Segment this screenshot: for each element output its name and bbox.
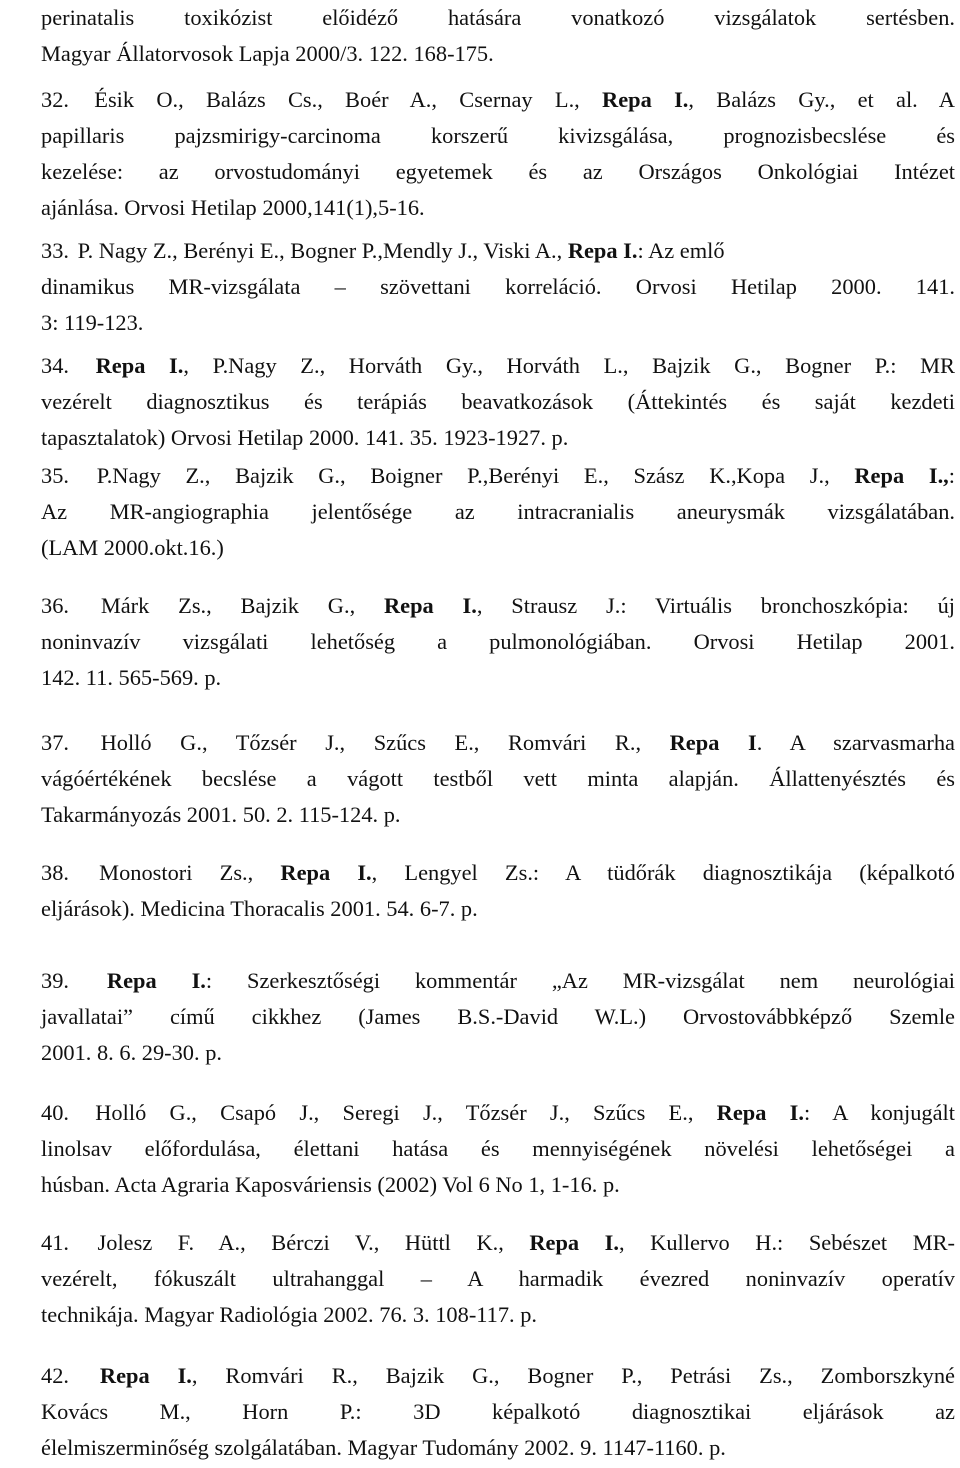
- reference-entry: [41, 725, 955, 833]
- reference-line: [41, 190, 955, 226]
- reference-line: [41, 963, 955, 999]
- reference-number: 33.: [41, 238, 69, 263]
- reference-text: perinatalis toxikózist előidéző hatására vonatkozó vizsgálatok sertésben.: [41, 5, 955, 30]
- reference-entry: [41, 1225, 955, 1333]
- reference-text: Az MR-angiographia jelentősége az intracranialis aneurysmák vizsgálatában.: [41, 499, 955, 524]
- reference-number: 37.: [41, 730, 69, 755]
- reference-entry: [41, 1358, 955, 1466]
- reference-text: linolsav előfordulása, élettani hatása és mennyiségének növelési lehetőségei a: [41, 1136, 955, 1161]
- reference-line: [41, 725, 955, 761]
- reference-text: , Lengyel Zs.: A tüdőrák diagnosztikája (képalkotó: [371, 860, 955, 885]
- reference-line: [41, 761, 955, 797]
- reference-text: Jolesz F. A., Bérczi V., Hüttl K.,: [97, 1230, 530, 1255]
- reference-line: [41, 855, 955, 891]
- reference-number: 38.: [41, 860, 69, 885]
- reference-text: : A konjugált: [804, 1100, 955, 1125]
- reference-number: 40.: [41, 1100, 69, 1125]
- reference-text: , Romvári R., Bajzik G., Bogner P., Petrási Zs., Zomborszkyné: [191, 1363, 955, 1388]
- reference-text: : Szerkesztőségi kommentár „Az MR-vizsgálat nem neurológiai: [205, 968, 955, 993]
- reference-entry: [41, 963, 955, 1071]
- author-highlight: Repa I.: [95, 353, 184, 378]
- reference-line: [41, 1095, 955, 1131]
- reference-text: 2001. 8. 6. 29-30. p.: [41, 1040, 222, 1065]
- reference-entry: [41, 0, 955, 72]
- reference-text: Magyar Állatorvosok Lapja 2000/3. 122. 168-175.: [41, 41, 494, 66]
- reference-line: [41, 624, 955, 660]
- reference-entry: [41, 588, 955, 696]
- reference-line: [41, 305, 955, 341]
- author-highlight: Repa I.: [280, 860, 372, 885]
- reference-text: vágóértékének becslése a vágott testből vett minta alapján. Állattenyésztés és: [41, 766, 955, 791]
- reference-line: [41, 797, 955, 833]
- reference-entry: [41, 348, 955, 456]
- author-highlight: Repa I.: [716, 1100, 804, 1125]
- reference-text: Takarmányozás 2001. 50. 2. 115-124. p.: [41, 802, 401, 827]
- reference-text: 3: 119-123.: [41, 310, 144, 335]
- reference-text: . A szarvasmarha: [756, 730, 955, 755]
- reference-text: élelmiszerminőség szolgálatában. Magyar Tudomány 2002. 9. 1147-1160. p.: [41, 1435, 726, 1460]
- reference-line: [41, 1297, 955, 1333]
- reference-line: [41, 1131, 955, 1167]
- reference-text: Monostori Zs.,: [99, 860, 281, 885]
- reference-text: noninvazív vizsgálati lehetőség a pulmonológiában. Orvosi Hetilap 2001.: [41, 629, 955, 654]
- reference-line: [41, 588, 955, 624]
- reference-text: Kovács M., Horn P.: 3D képalkotó diagnosztikai eljárások az: [41, 1399, 955, 1424]
- reference-line: [41, 82, 955, 118]
- reference-line: [41, 269, 955, 305]
- reference-line: [41, 233, 955, 269]
- author-highlight: Repa I.: [602, 87, 689, 112]
- reference-text: P.Nagy Z., Bajzik G., Boigner P.,Berényi E., Szász K.,Kopa J.,: [96, 463, 855, 488]
- reference-line: [41, 420, 955, 456]
- reference-text: technikája. Magyar Radiológia 2002. 76. 3. 108-117. p.: [41, 1302, 538, 1327]
- reference-text: Holló G., Tőzsér J., Szűcs E., Romvári R.,: [100, 730, 670, 755]
- reference-text: : Az emlő: [637, 238, 725, 263]
- reference-text: tapasztalatok) Orvosi Hetilap 2000. 141. 35. 1923-1927. p.: [41, 425, 569, 450]
- reference-text: papillaris pajzsmirigy-carcinoma korszerű kivizsgálása, prognozisbecslése és: [41, 123, 955, 148]
- reference-text: Márk Zs., Bajzik G.,: [100, 593, 384, 618]
- reference-line: [41, 154, 955, 190]
- reference-text: (LAM 2000.okt.16.): [41, 535, 224, 560]
- reference-text: P. Nagy Z., Berényi E., Bogner P.,Mendly J., Viski A.,: [77, 238, 568, 263]
- author-highlight: Repa I.: [106, 968, 206, 993]
- reference-text: , Balázs Gy., et al. A: [688, 87, 955, 112]
- reference-line: [41, 348, 955, 384]
- reference-text: Ésik O., Balázs Cs., Boér A., Csernay L.,: [94, 87, 603, 112]
- reference-line: [41, 1035, 955, 1071]
- reference-number: 39.: [41, 968, 69, 993]
- reference-text: húsban. Acta Agraria Kaposváriensis (2002) Vol 6 No 1, 1-16. p.: [41, 1172, 620, 1197]
- reference-entry: [41, 1095, 955, 1203]
- reference-text: dinamikus MR-vizsgálata – szövettani korreláció. Orvosi Hetilap 2000. 141.: [41, 274, 955, 299]
- reference-text: vezérelt, fókuszált ultrahanggal – A harmadik évezred noninvazív operatív: [41, 1266, 955, 1291]
- reference-text: javallatai” című cikkhez (James B.S.-David W.L.) Orvostovábbképző Szemle: [41, 1004, 955, 1029]
- reference-line: [41, 530, 955, 566]
- reference-text: , Kullervo H.: Sebészet MR-: [619, 1230, 955, 1255]
- reference-text: ajánlása. Orvosi Hetilap 2000,141(1),5-16.: [41, 195, 425, 220]
- author-highlight: Repa I.: [383, 593, 477, 618]
- reference-text: vezérelt diagnosztikus és terápiás beavatkozások (Áttekintés és saját kezdeti: [41, 389, 955, 414]
- reference-line: [41, 36, 955, 72]
- author-highlight: Repa I.,: [854, 463, 949, 488]
- reference-text: , Strausz J.: Virtuális bronchoszkópia: új: [476, 593, 955, 618]
- reference-line: [41, 494, 955, 530]
- reference-line: [41, 891, 955, 927]
- reference-line: [41, 660, 955, 696]
- reference-line: [41, 1167, 955, 1203]
- reference-line: [41, 1394, 955, 1430]
- reference-line: [41, 1430, 955, 1466]
- reference-text: 142. 11. 565-569. p.: [41, 665, 222, 690]
- author-highlight: Repa I.: [529, 1230, 619, 1255]
- reference-number: 42.: [41, 1363, 69, 1388]
- reference-line: [41, 999, 955, 1035]
- reference-number: 32.: [41, 87, 69, 112]
- reference-text: , P.Nagy Z., Horváth Gy., Horváth L., Bajzik G., Bogner P.: MR: [183, 353, 955, 378]
- reference-entry: [41, 82, 955, 226]
- reference-line: [41, 1261, 955, 1297]
- reference-line: [41, 458, 955, 494]
- reference-number: 41.: [41, 1230, 69, 1255]
- reference-number: 34.: [41, 353, 69, 378]
- reference-line: [41, 1358, 955, 1394]
- reference-text: Holló G., Csapó J., Seregi J., Tőzsér J., Szűcs E.,: [95, 1100, 717, 1125]
- author-highlight: Repa I.: [99, 1363, 192, 1388]
- reference-entry: [41, 855, 955, 927]
- reference-line: [41, 384, 955, 420]
- reference-number: 35.: [41, 463, 69, 488]
- reference-line: [41, 1225, 955, 1261]
- reference-number: 36.: [41, 593, 69, 618]
- author-highlight: Repa I: [669, 730, 757, 755]
- author-highlight: Repa I.: [567, 238, 638, 263]
- reference-entry: [41, 458, 955, 566]
- reference-entry: [41, 233, 955, 341]
- reference-text: :: [948, 463, 956, 488]
- reference-line: [41, 0, 955, 36]
- reference-text: eljárások). Medicina Thoracalis 2001. 54. 6-7. p.: [41, 896, 478, 921]
- reference-text: kezelése: az orvostudományi egyetemek és az Országos Onkológiai Intézet: [41, 159, 955, 184]
- reference-line: [41, 118, 955, 154]
